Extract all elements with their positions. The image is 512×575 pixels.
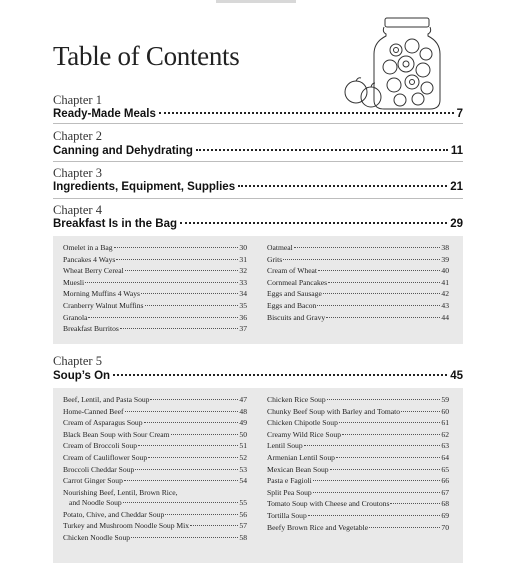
recipe-entry[interactable]: Chicken Chipotle Soup 61 — [267, 418, 449, 428]
chapter-5-page: 45 — [450, 370, 463, 382]
recipe-entry[interactable]: Muesli 33 — [63, 277, 247, 287]
recipe-entry[interactable]: Grits 39 — [267, 254, 449, 264]
recipe-entry-first-line[interactable]: Nourishing Beef, Lentil, Brown Rice, — [63, 487, 178, 497]
recipe-entry[interactable]: Cranberry Walnut Muffins 35 — [63, 300, 247, 310]
dot-leader — [180, 222, 447, 224]
chapter-1-label: Chapter 1 — [53, 93, 102, 107]
chapter-1-entry[interactable] — [53, 108, 463, 120]
recipe-entry[interactable]: Chicken Noodle Soup 58 — [63, 533, 247, 543]
chapter-3-title: Ingredients, Equipment, Supplies — [53, 181, 236, 193]
dot-leader — [113, 374, 447, 376]
recipe-entry[interactable]: Cream of Wheat 40 — [267, 266, 449, 276]
recipe-entry[interactable]: Turkey and Mushroom Noodle Soup Mix 57 — [63, 521, 247, 531]
dot-leader — [159, 112, 454, 114]
recipe-entry[interactable]: Beef, Lentil, and Pasta Soup 47 — [63, 395, 247, 404]
page-title: Table of Contents — [53, 41, 240, 71]
recipe-entry[interactable]: Cornmeal Pancakes 41 — [267, 277, 449, 287]
chapter-4-title: Breakfast Is in the Bag — [53, 218, 177, 230]
recipe-entry[interactable]: Creamy Wild Rice Soup 62 — [267, 429, 449, 439]
recipe-entry[interactable]: Carrot Ginger Soup 54 — [63, 476, 247, 486]
recipe-entry[interactable]: Morning Muffins 4 Ways 34 — [63, 289, 247, 299]
recipe-entry[interactable]: Broccoli Cheddar Soup 53 — [63, 464, 247, 474]
chapter-5-title: Soup’s On — [53, 370, 111, 382]
recipe-entry[interactable]: Tortilla Soup 69 — [267, 510, 449, 520]
chapter-3-page: 21 — [450, 181, 463, 193]
recipe-entry[interactable]: Cream of Broccoli Soup 51 — [63, 441, 247, 451]
recipe-entry[interactable]: Cream of Cauliflower Soup 52 — [63, 452, 247, 462]
chapter-5-right-column — [267, 395, 449, 534]
recipe-entry[interactable]: Tomato Soup with Cheese and Croutons 68 — [267, 499, 449, 509]
chapter-2-page: 11 — [450, 145, 463, 157]
chapter-4-recipe-box — [53, 236, 463, 344]
chapter-4-entry[interactable] — [53, 218, 463, 230]
recipe-entry[interactable]: Oatmeal 38 — [267, 243, 449, 252]
chapter-4-right-column — [267, 243, 449, 324]
divider — [53, 198, 463, 199]
divider — [53, 123, 463, 124]
dot-leader — [238, 185, 447, 187]
recipe-entry[interactable]: Chicken Rice Soup 59 — [267, 395, 449, 404]
recipe-entry[interactable]: Armenian Lentil Soup 64 — [267, 452, 449, 462]
recipe-entry[interactable]: Black Bean Soup with Sour Cream 50 — [63, 429, 247, 439]
recipe-entry[interactable]: Chunky Beef Soup with Barley and Tomato 60 — [267, 406, 449, 416]
chapter-3-entry[interactable] — [53, 181, 463, 193]
recipe-entry[interactable]: Eggs and Bacon 43 — [267, 300, 449, 310]
recipe-entry[interactable]: Pancakes 4 Ways 31 — [63, 254, 247, 264]
recipe-entry[interactable]: Wheat Berry Cereal 32 — [63, 266, 247, 276]
recipe-entry[interactable]: Beefy Brown Rice and Vegetable 70 — [267, 522, 449, 532]
chapter-5-label: Chapter 5 — [53, 354, 102, 368]
recipe-entry[interactable]: Split Pea Soup 67 — [267, 487, 449, 497]
recipe-entry[interactable]: Omelet in a Bag 30 — [63, 243, 247, 252]
chapter-4-left-column — [63, 243, 247, 336]
recipe-entry[interactable]: Lentil Soup 63 — [267, 441, 449, 451]
divider — [53, 161, 463, 162]
recipe-entry[interactable]: Eggs and Sausage 42 — [267, 289, 449, 299]
recipe-entry[interactable]: Cream of Asparagus Soup 49 — [63, 418, 247, 428]
chapter-2-label: Chapter 2 — [53, 129, 102, 143]
chapter-1-title: Ready-Made Meals — [53, 108, 156, 120]
page-top-tab — [216, 0, 296, 3]
recipe-entry[interactable]: Pasta e Fagioli 66 — [267, 476, 449, 486]
chapter-3-label: Chapter 3 — [53, 166, 102, 180]
recipe-entry[interactable]: Granola 36 — [63, 312, 247, 322]
recipe-entry[interactable]: Home-Canned Beef 48 — [63, 406, 247, 416]
chapter-5-left-column — [63, 395, 247, 545]
chapter-2-entry[interactable] — [53, 145, 463, 157]
recipe-entry[interactable]: and Noodle Soup 55 — [69, 498, 247, 508]
dot-leader — [196, 149, 448, 151]
chapter-4-label: Chapter 4 — [53, 203, 102, 217]
mason-jar-illustration — [334, 12, 454, 112]
recipe-entry[interactable]: Potato, Chive, and Cheddar Soup 56 — [63, 509, 247, 519]
recipe-entry[interactable]: Biscuits and Gravy 44 — [267, 312, 449, 322]
recipe-entry[interactable]: Breakfast Burritos 37 — [63, 324, 247, 334]
recipe-entry[interactable]: Mexican Bean Soup 65 — [267, 464, 449, 474]
chapter-5-recipe-box — [53, 388, 463, 563]
chapter-1-page: 7 — [456, 108, 463, 120]
chapter-4-page: 29 — [450, 218, 463, 230]
chapter-5-entry[interactable] — [53, 370, 463, 382]
chapter-2-title: Canning and Dehydrating — [53, 145, 193, 157]
